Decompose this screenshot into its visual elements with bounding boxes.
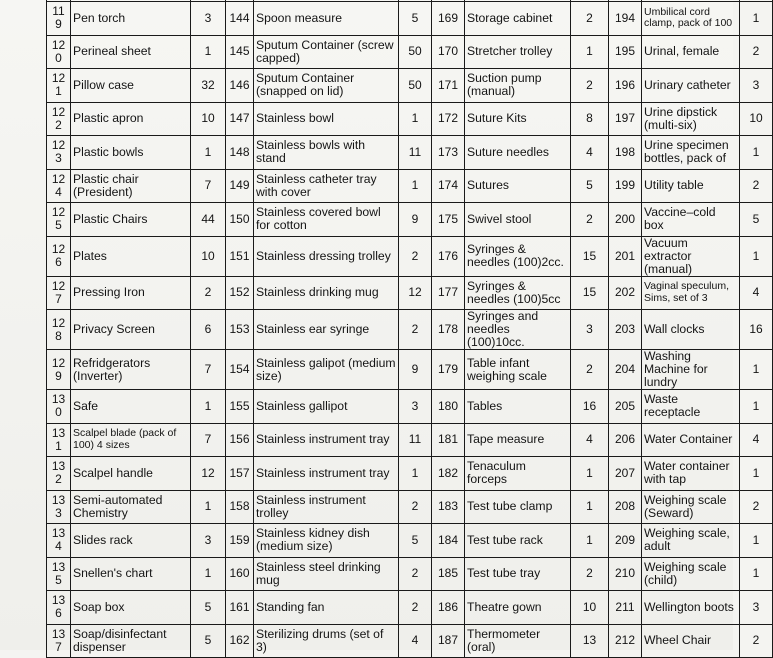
item-number: 181: [432, 423, 465, 457]
item-name: Thermometer (oral): [465, 624, 571, 658]
item-quantity: 9: [399, 350, 432, 390]
table-row: [47, 390, 773, 424]
item-name: Umbilical cord clamp, pack of 100: [642, 2, 740, 36]
item-quantity: 1: [740, 457, 773, 491]
item-number: 184: [432, 524, 465, 558]
item-quantity: 16: [740, 310, 773, 350]
item-number: 185: [432, 557, 465, 591]
item-name: Syringes & needles (100)5cc: [465, 276, 571, 310]
item-number: 172: [432, 102, 465, 136]
item-name: Storage cabinet: [465, 2, 571, 36]
item-number: 196: [609, 69, 642, 103]
table-row: [47, 276, 773, 310]
item-number: 199: [609, 169, 642, 203]
item-quantity: 4: [399, 624, 432, 658]
item-quantity: 12: [191, 457, 226, 491]
item-quantity: 4: [740, 276, 773, 310]
table-row: [47, 102, 773, 136]
item-quantity: 1: [740, 2, 773, 36]
item-name: Plastic chair (President): [71, 169, 191, 203]
item-number: 123: [47, 136, 71, 170]
item-number: 134: [47, 524, 71, 558]
item-name: Test tube clamp: [465, 490, 571, 524]
item-number: 204: [609, 350, 642, 390]
item-number: 152: [226, 276, 254, 310]
item-number: 154: [226, 350, 254, 390]
item-name: Stainless ear syringe: [254, 310, 399, 350]
item-number: 156: [226, 423, 254, 457]
item-quantity: 15: [571, 236, 609, 276]
item-quantity: 2: [399, 557, 432, 591]
item-name: Pressing Iron: [71, 276, 191, 310]
item-number: 136: [47, 591, 71, 625]
item-number: 187: [432, 624, 465, 658]
item-quantity: 8: [571, 102, 609, 136]
item-number: 194: [609, 2, 642, 36]
item-number: 207: [609, 457, 642, 491]
item-quantity: 3: [740, 69, 773, 103]
item-quantity: 2: [399, 236, 432, 276]
item-name: Waste receptacle: [642, 390, 740, 424]
item-name: Slides rack: [71, 524, 191, 558]
item-name: Water Container: [642, 423, 740, 457]
item-name: Soap box: [71, 591, 191, 625]
item-name: Stainless dressing trolley: [254, 236, 399, 276]
item-quantity: 3: [191, 2, 226, 36]
item-quantity: 1: [399, 457, 432, 491]
item-number: 186: [432, 591, 465, 625]
item-name: Weighing scale (Seward): [642, 490, 740, 524]
item-number: 171: [432, 69, 465, 103]
item-quantity: 2: [571, 350, 609, 390]
item-quantity: 3: [399, 390, 432, 424]
item-quantity: 11: [399, 136, 432, 170]
item-quantity: 13: [571, 624, 609, 658]
table-row: [47, 591, 773, 625]
item-name: Table infant weighing scale: [465, 350, 571, 390]
item-number: 159: [226, 524, 254, 558]
item-quantity: 2: [740, 35, 773, 69]
item-name: Wall clocks: [642, 310, 740, 350]
item-number: 150: [226, 203, 254, 237]
item-name: Swivel stool: [465, 203, 571, 237]
item-quantity: 1: [571, 490, 609, 524]
item-number: 211: [609, 591, 642, 625]
item-number: 206: [609, 423, 642, 457]
item-name: Stainless kidney dish (medium size): [254, 524, 399, 558]
item-name: Stainless bowl: [254, 102, 399, 136]
item-quantity: 2: [399, 490, 432, 524]
item-name: Vaccine–cold box: [642, 203, 740, 237]
item-name: Stainless catheter tray with cover: [254, 169, 399, 203]
item-quantity: 44: [191, 203, 226, 237]
item-number: 128: [47, 310, 71, 350]
item-number: 151: [226, 236, 254, 276]
item-number: 205: [609, 390, 642, 424]
item-name: Standing fan: [254, 591, 399, 625]
item-quantity: 2: [571, 69, 609, 103]
item-number: 137: [47, 624, 71, 658]
table-row: [47, 69, 773, 103]
item-number: 200: [609, 203, 642, 237]
item-name: Tenaculum forceps: [465, 457, 571, 491]
item-quantity: 5: [191, 591, 226, 625]
item-number: 158: [226, 490, 254, 524]
item-number: 180: [432, 390, 465, 424]
item-quantity: 6: [191, 310, 226, 350]
item-number: 121: [47, 69, 71, 103]
item-name: Weighing scale, adult: [642, 524, 740, 558]
item-quantity: 4: [571, 423, 609, 457]
item-name: Tape measure: [465, 423, 571, 457]
item-number: 160: [226, 557, 254, 591]
item-quantity: 1: [191, 136, 226, 170]
item-quantity: 1: [740, 524, 773, 558]
item-number: 127: [47, 276, 71, 310]
item-name: Stretcher trolley: [465, 35, 571, 69]
item-quantity: 1: [740, 390, 773, 424]
item-quantity: 1: [571, 457, 609, 491]
item-quantity: 50: [399, 69, 432, 103]
item-quantity: 1: [399, 169, 432, 203]
item-number: 153: [226, 310, 254, 350]
item-quantity: 4: [740, 423, 773, 457]
item-quantity: 1: [191, 490, 226, 524]
item-quantity: 1: [740, 236, 773, 276]
item-number: 131: [47, 423, 71, 457]
item-quantity: 2: [740, 169, 773, 203]
item-number: 210: [609, 557, 642, 591]
item-quantity: 2: [571, 203, 609, 237]
item-quantity: 12: [399, 276, 432, 310]
item-quantity: 10: [191, 102, 226, 136]
item-quantity: 5: [399, 524, 432, 558]
item-name: Plates: [71, 236, 191, 276]
item-name: Snellen's chart: [71, 557, 191, 591]
item-name: Stainless galipot (medium size): [254, 350, 399, 390]
item-name: Plastic bowls: [71, 136, 191, 170]
table-row: [47, 236, 773, 276]
item-name: Test tube tray: [465, 557, 571, 591]
item-quantity: 50: [399, 35, 432, 69]
item-name: Water container with tap: [642, 457, 740, 491]
item-number: 146: [226, 69, 254, 103]
item-name: Semi-automated Chemistry: [71, 490, 191, 524]
item-name: Urine dipstick (multi-six): [642, 102, 740, 136]
item-name: Soap/disinfectant dispenser: [71, 624, 191, 658]
item-quantity: 9: [399, 203, 432, 237]
table-row: [47, 203, 773, 237]
item-number: 175: [432, 203, 465, 237]
table-row: [47, 2, 773, 36]
item-name: Sputum Container (screw capped): [254, 35, 399, 69]
item-name: Sputum Container (snapped on lid): [254, 69, 399, 103]
item-name: Weighing scale (child): [642, 557, 740, 591]
table-row: [47, 169, 773, 203]
item-quantity: 2: [399, 310, 432, 350]
item-quantity: 2: [571, 557, 609, 591]
table-row: [47, 490, 773, 524]
inventory-table: [46, 0, 773, 658]
item-quantity: 10: [740, 102, 773, 136]
item-number: 155: [226, 390, 254, 424]
item-number: 157: [226, 457, 254, 491]
item-quantity: 2: [740, 624, 773, 658]
item-name: Wheel Chair: [642, 624, 740, 658]
item-quantity: 10: [571, 591, 609, 625]
item-name: Plastic Chairs: [71, 203, 191, 237]
item-name: Vacuum extractor (manual): [642, 236, 740, 276]
item-quantity: 1: [740, 136, 773, 170]
item-quantity: 10: [191, 236, 226, 276]
item-quantity: 1: [571, 35, 609, 69]
item-number: 135: [47, 557, 71, 591]
table-row: [47, 557, 773, 591]
item-name: Urinary catheter: [642, 69, 740, 103]
item-quantity: 3: [571, 310, 609, 350]
item-number: 201: [609, 236, 642, 276]
item-number: 122: [47, 102, 71, 136]
table-row: [47, 457, 773, 491]
item-name: Stainless steel drinking mug: [254, 557, 399, 591]
item-number: 198: [609, 136, 642, 170]
item-number: 120: [47, 35, 71, 69]
table-row: [47, 423, 773, 457]
table-row: [47, 524, 773, 558]
item-name: Washing Machine for lundry: [642, 350, 740, 390]
item-name: Sterilizing drums (set of 3): [254, 624, 399, 658]
item-quantity: 5: [571, 169, 609, 203]
item-number: 161: [226, 591, 254, 625]
item-number: 197: [609, 102, 642, 136]
item-name: Tables: [465, 390, 571, 424]
item-name: Suction pump (manual): [465, 69, 571, 103]
item-number: 209: [609, 524, 642, 558]
item-number: 145: [226, 35, 254, 69]
item-quantity: 16: [571, 390, 609, 424]
item-number: 179: [432, 350, 465, 390]
table-row: [47, 624, 773, 658]
item-number: 169: [432, 2, 465, 36]
item-quantity: 3: [191, 524, 226, 558]
item-number: 203: [609, 310, 642, 350]
item-number: 162: [226, 624, 254, 658]
item-number: 126: [47, 236, 71, 276]
item-name: Urine specimen bottles, pack of: [642, 136, 740, 170]
item-name: Stainless instrument tray: [254, 423, 399, 457]
item-name: Stainless drinking mug: [254, 276, 399, 310]
table-row: [47, 350, 773, 390]
item-quantity: 1: [191, 557, 226, 591]
item-number: 133: [47, 490, 71, 524]
item-number: 177: [432, 276, 465, 310]
item-quantity: 7: [191, 350, 226, 390]
item-number: 174: [432, 169, 465, 203]
item-quantity: 7: [191, 169, 226, 203]
item-quantity: 1: [399, 102, 432, 136]
item-name: Sutures: [465, 169, 571, 203]
item-name: Stainless covered bowl for cotton: [254, 203, 399, 237]
item-quantity: 1: [740, 350, 773, 390]
item-name: Urinal, female: [642, 35, 740, 69]
item-number: 173: [432, 136, 465, 170]
item-quantity: 1: [191, 35, 226, 69]
item-number: 182: [432, 457, 465, 491]
table-row: [47, 310, 773, 350]
item-name: Safe: [71, 390, 191, 424]
table-row: [47, 35, 773, 69]
item-name: Wellington boots: [642, 591, 740, 625]
item-name: Plastic apron: [71, 102, 191, 136]
item-number: 208: [609, 490, 642, 524]
item-name: Theatre gown: [465, 591, 571, 625]
item-number: 212: [609, 624, 642, 658]
item-name: Suture needles: [465, 136, 571, 170]
item-number: 170: [432, 35, 465, 69]
item-quantity: 2: [191, 276, 226, 310]
item-name: Scalpel handle: [71, 457, 191, 491]
item-number: 124: [47, 169, 71, 203]
item-number: 125: [47, 203, 71, 237]
item-number: 176: [432, 236, 465, 276]
item-number: 148: [226, 136, 254, 170]
item-quantity: 7: [191, 423, 226, 457]
item-quantity: 1: [571, 524, 609, 558]
item-number: 119: [47, 2, 71, 36]
item-name: Syringes & needles (100)2cc.: [465, 236, 571, 276]
item-name: Scalpel blade (pack of 100) 4 sizes: [71, 423, 191, 457]
item-quantity: 11: [399, 423, 432, 457]
inventory-body: [47, 0, 773, 658]
item-quantity: 3: [740, 591, 773, 625]
item-number: 202: [609, 276, 642, 310]
item-quantity: 2: [571, 2, 609, 36]
item-number: 195: [609, 35, 642, 69]
item-name: Pillow case: [71, 69, 191, 103]
item-name: Perineal sheet: [71, 35, 191, 69]
item-quantity: 15: [571, 276, 609, 310]
item-name: Vaginal speculum, Sims, set of 3: [642, 276, 740, 310]
item-number: 149: [226, 169, 254, 203]
item-quantity: 32: [191, 69, 226, 103]
item-name: Privacy Screen: [71, 310, 191, 350]
item-name: Test tube rack: [465, 524, 571, 558]
item-name: Stainless instrument trolley: [254, 490, 399, 524]
item-quantity: 5: [399, 2, 432, 36]
item-quantity: 4: [571, 136, 609, 170]
item-quantity: 1: [191, 390, 226, 424]
item-quantity: 5: [191, 624, 226, 658]
item-number: 183: [432, 490, 465, 524]
item-number: 129: [47, 350, 71, 390]
item-name: Utility table: [642, 169, 740, 203]
item-name: Pen torch: [71, 2, 191, 36]
table-row: [47, 136, 773, 170]
item-name: Stainless gallipot: [254, 390, 399, 424]
item-name: Stainless instrument tray: [254, 457, 399, 491]
item-name: Stainless bowls with stand: [254, 136, 399, 170]
item-quantity: 1: [740, 557, 773, 591]
item-quantity: 5: [740, 203, 773, 237]
item-name: Syringes and needles (100)10cc.: [465, 310, 571, 350]
item-name: Refridgerators (Inverter): [71, 350, 191, 390]
item-number: 130: [47, 390, 71, 424]
item-number: 132: [47, 457, 71, 491]
item-number: 147: [226, 102, 254, 136]
item-quantity: 2: [399, 591, 432, 625]
item-quantity: 2: [740, 490, 773, 524]
item-name: Spoon measure: [254, 2, 399, 36]
item-number: 178: [432, 310, 465, 350]
item-number: 144: [226, 2, 254, 36]
item-name: Suture Kits: [465, 102, 571, 136]
